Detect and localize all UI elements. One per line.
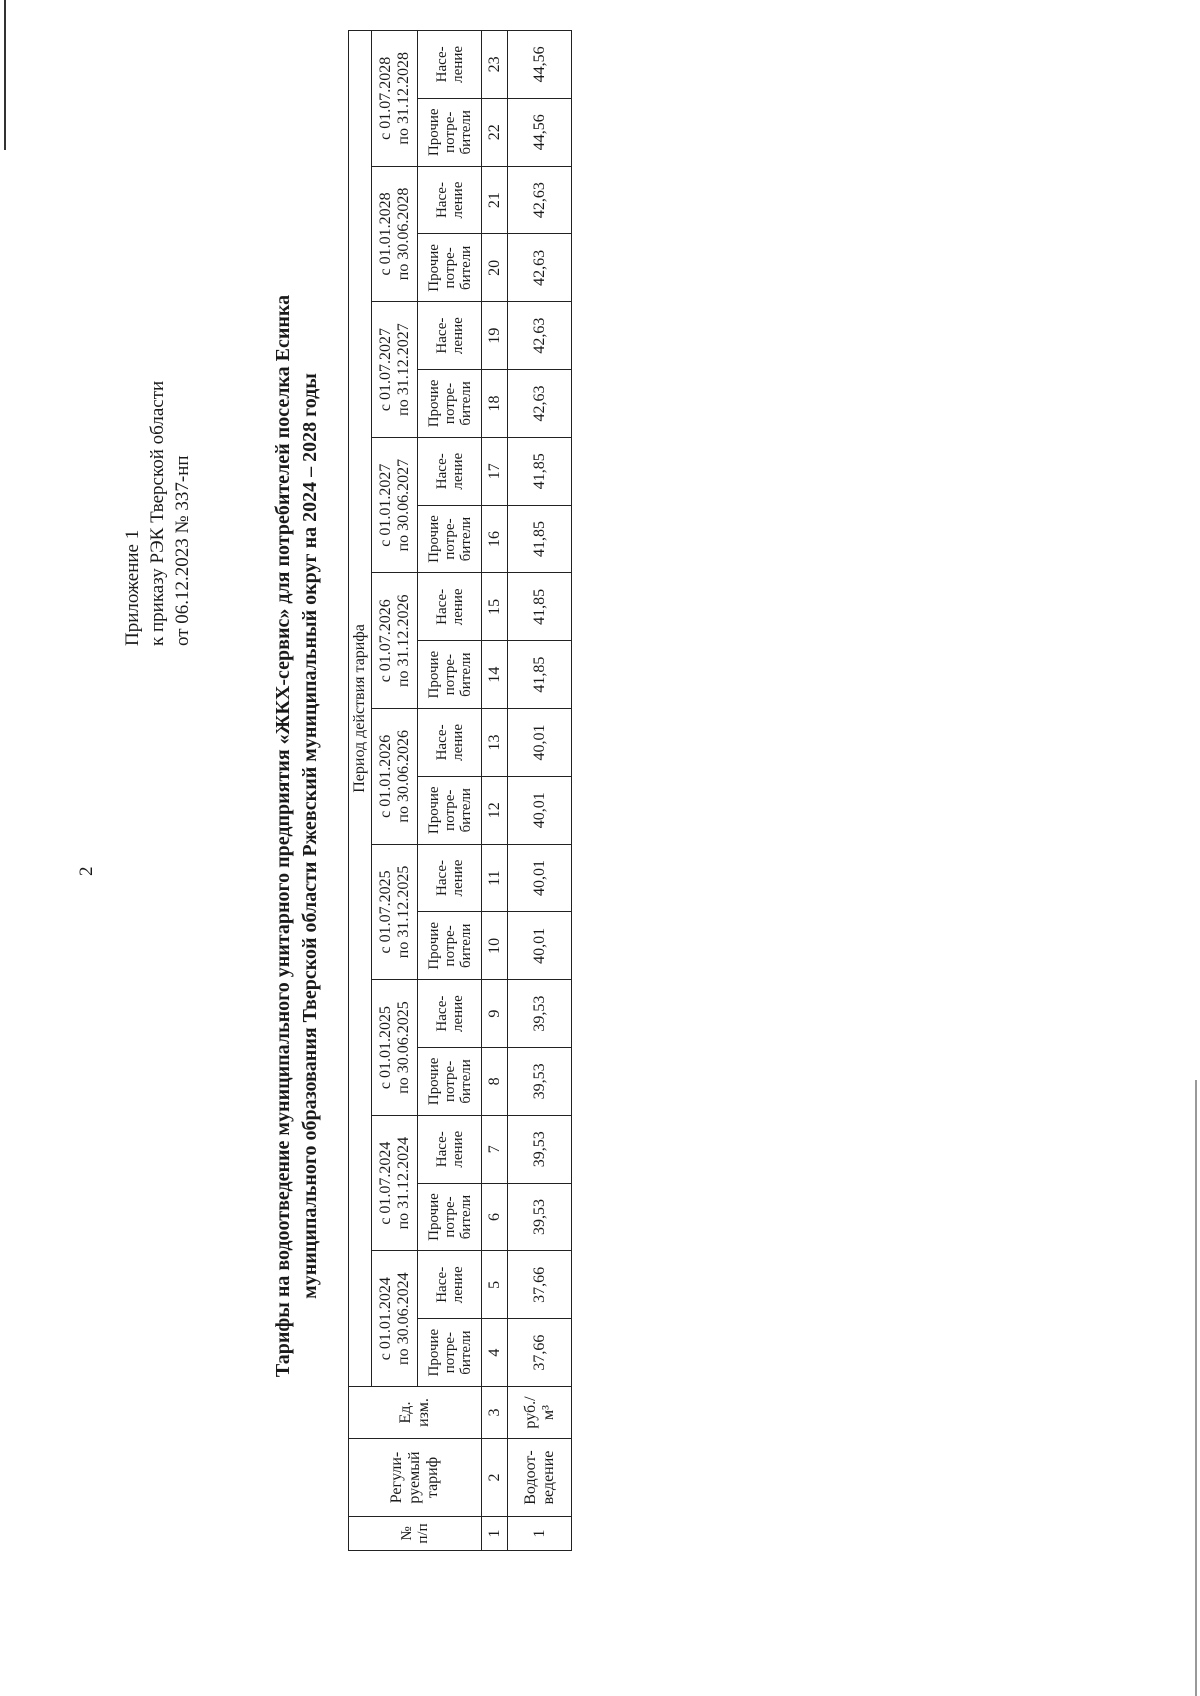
subheader-population: Насе-ление bbox=[418, 980, 482, 1048]
tariff-value: 41,85 bbox=[508, 641, 572, 709]
subheader-population: Насе-ление bbox=[418, 709, 482, 777]
period-from: с 01.07.2025 bbox=[376, 870, 394, 954]
subheader-other-consumers: Прочие потре-бители bbox=[418, 505, 482, 573]
column-number: 9 bbox=[482, 980, 508, 1048]
appendix-line-3: от 06.12.2023 № 337-нп bbox=[172, 455, 193, 646]
subheader-population: Насе-ление bbox=[418, 1251, 482, 1319]
column-number: 11 bbox=[482, 844, 508, 912]
period-to: по 30.06.2028 bbox=[394, 187, 412, 281]
subheader-population: Насе-ление bbox=[418, 1115, 482, 1183]
tariff-value: 44,56 bbox=[508, 30, 572, 98]
period-from: с 01.07.2028 bbox=[376, 56, 394, 140]
period-header bbox=[372, 1251, 418, 1387]
period-from: с 01.07.2027 bbox=[376, 328, 394, 412]
tariff-value: 42,63 bbox=[508, 370, 572, 438]
column-number: 12 bbox=[482, 776, 508, 844]
tariff-value: 41,85 bbox=[508, 573, 572, 641]
tariff-value: 40,01 bbox=[508, 709, 572, 777]
appendix-line-2: к приказу РЭК Тверской области bbox=[147, 380, 168, 646]
period-to: по 30.06.2026 bbox=[394, 730, 412, 823]
header-period: Период действия тарифа bbox=[349, 30, 372, 1386]
subheader-other-consumers: Прочие потре-бители bbox=[418, 234, 482, 302]
tariff-table bbox=[348, 30, 572, 1551]
tariff-value: 37,66 bbox=[508, 1251, 572, 1319]
subheader-population: Насе-ление bbox=[418, 30, 482, 98]
period-header bbox=[372, 709, 418, 845]
page-number: 2 bbox=[76, 866, 97, 876]
period-to: по 30.06.2024 bbox=[394, 1272, 412, 1365]
period-to: по 31.12.2026 bbox=[394, 594, 412, 688]
subheader-other-consumers: Прочие потре-бители bbox=[418, 1319, 482, 1387]
period-header bbox=[372, 30, 418, 166]
column-number: 23 bbox=[482, 30, 508, 98]
appendix-block bbox=[120, 381, 195, 646]
period-to: по 31.12.2024 bbox=[394, 1136, 412, 1230]
period-from: с 01.01.2026 bbox=[376, 734, 394, 818]
period-header bbox=[372, 166, 418, 302]
tariff-value: 42,63 bbox=[508, 234, 572, 302]
period-to: по 30.06.2027 bbox=[394, 458, 412, 552]
period-from: с 01.01.2024 bbox=[376, 1277, 394, 1361]
tariff-value: 39,53 bbox=[508, 1115, 572, 1183]
subheader-population: Насе-ление bbox=[418, 302, 482, 370]
period-from: с 01.01.2027 bbox=[376, 463, 394, 547]
period-from: с 01.07.2024 bbox=[376, 1141, 394, 1225]
period-header bbox=[372, 573, 418, 709]
subheader-other-consumers: Прочие потре-бители bbox=[418, 641, 482, 709]
period-to: по 31.12.2028 bbox=[394, 52, 412, 145]
tariff-value: 37,66 bbox=[508, 1319, 572, 1387]
column-number: 4 bbox=[482, 1319, 508, 1387]
column-number: 18 bbox=[482, 370, 508, 438]
period-header bbox=[372, 844, 418, 980]
subheader-other-consumers: Прочие потре-бители bbox=[418, 1183, 482, 1251]
subheader-other-consumers: Прочие потре-бители bbox=[418, 1048, 482, 1116]
period-header bbox=[372, 302, 418, 438]
tariff-value: 39,53 bbox=[508, 980, 572, 1048]
column-number: 1 bbox=[482, 1517, 508, 1551]
column-number: 15 bbox=[482, 573, 508, 641]
column-number: 8 bbox=[482, 1048, 508, 1116]
period-to: по 30.06.2025 bbox=[394, 1001, 412, 1094]
column-number: 3 bbox=[482, 1387, 508, 1439]
period-to: по 31.12.2027 bbox=[394, 323, 412, 416]
row-unit: руб./м³ bbox=[508, 1387, 572, 1439]
column-number: 16 bbox=[482, 505, 508, 573]
tariff-value: 42,63 bbox=[508, 166, 572, 234]
tariff-value: 44,56 bbox=[508, 98, 572, 166]
period-header bbox=[372, 980, 418, 1116]
row-name: Водоот-ведение bbox=[508, 1439, 572, 1517]
title-line-2: муниципального образования Тверской области Ржевский муниципальный округ на 2024 – 2028 годы bbox=[299, 373, 321, 1299]
tariff-value: 39,53 bbox=[508, 1048, 572, 1116]
period-from: с 01.07.2026 bbox=[376, 599, 394, 683]
subheader-population: Насе-ление bbox=[418, 437, 482, 505]
subheader-other-consumers: Прочие потре-бители bbox=[418, 776, 482, 844]
column-number: 17 bbox=[482, 437, 508, 505]
tariff-value: 42,63 bbox=[508, 302, 572, 370]
tariff-value: 40,01 bbox=[508, 844, 572, 912]
subheader-population: Насе-ление bbox=[418, 166, 482, 234]
tariff-value: 40,01 bbox=[508, 776, 572, 844]
column-number: 2 bbox=[482, 1439, 508, 1517]
period-to: по 31.12.2025 bbox=[394, 865, 412, 959]
column-number: 10 bbox=[482, 912, 508, 980]
column-number: 7 bbox=[482, 1115, 508, 1183]
header-num: № п/п bbox=[349, 1517, 482, 1551]
tariff-value: 41,85 bbox=[508, 505, 572, 573]
period-header bbox=[372, 1115, 418, 1251]
document-title bbox=[270, 186, 324, 1486]
header-unit: Ед. изм. bbox=[349, 1387, 482, 1439]
appendix-line-1: Приложение 1 bbox=[122, 529, 143, 646]
title-line-1: Тарифы на водоотведение муниципального унитарного предприятия «ЖКХ-сервис» для потребителей поселка Есинка bbox=[272, 294, 294, 1378]
subheader-other-consumers: Прочие потре-бители bbox=[418, 98, 482, 166]
tariff-value: 40,01 bbox=[508, 912, 572, 980]
tariff-value: 41,85 bbox=[508, 437, 572, 505]
column-number: 14 bbox=[482, 641, 508, 709]
column-number: 20 bbox=[482, 234, 508, 302]
column-number: 22 bbox=[482, 98, 508, 166]
period-header bbox=[372, 437, 418, 573]
column-number: 6 bbox=[482, 1183, 508, 1251]
subheader-population: Насе-ление bbox=[418, 573, 482, 641]
column-number: 5 bbox=[482, 1251, 508, 1319]
period-from: с 01.01.2025 bbox=[376, 1005, 394, 1090]
period-from: с 01.01.2028 bbox=[376, 192, 394, 276]
header-tariff: Регули-руемый тариф bbox=[349, 1439, 482, 1517]
subheader-other-consumers: Прочие потре-бители bbox=[418, 912, 482, 980]
subheader-other-consumers: Прочие потре-бители bbox=[418, 370, 482, 438]
column-number: 19 bbox=[482, 302, 508, 370]
row-num: 1 bbox=[508, 1517, 572, 1551]
tariff-value: 39,53 bbox=[508, 1183, 572, 1251]
column-number: 21 bbox=[482, 166, 508, 234]
column-number: 13 bbox=[482, 709, 508, 777]
subheader-population: Насе-ление bbox=[418, 844, 482, 912]
